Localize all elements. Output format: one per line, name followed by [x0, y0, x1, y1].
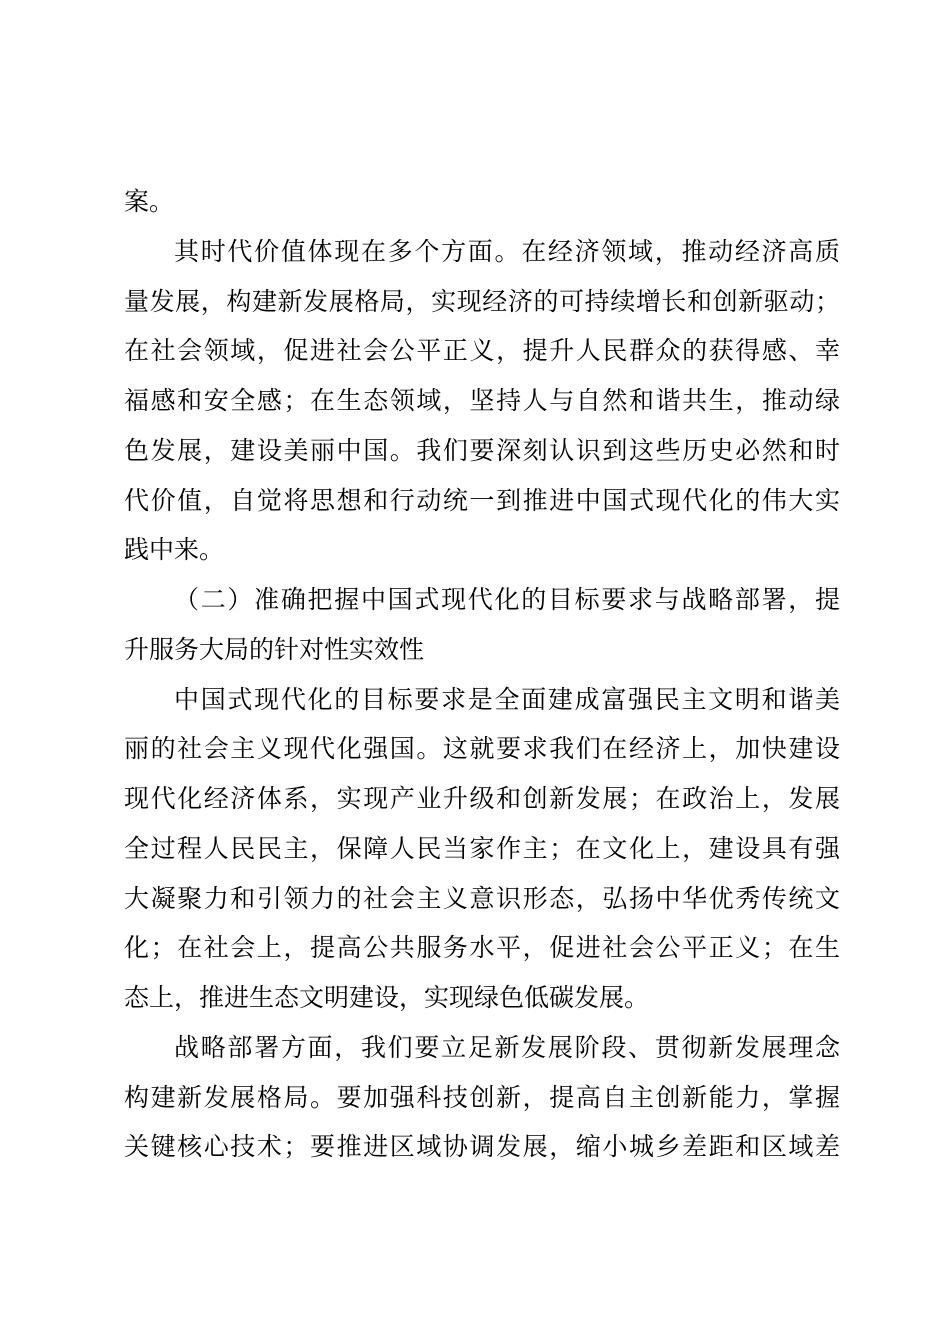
text-line: 丽的社会主义现代化强国。这就要求我们在经济上，加快建设: [124, 735, 840, 764]
text-line: 践中来。: [124, 536, 225, 565]
text-line: 代价值，自觉将思想和行动统一到推进中国式现代化的伟大实: [124, 486, 840, 515]
text-line: 大凝聚力和引领力的社会主义意识形态，弘扬中华优秀传统文: [124, 884, 840, 913]
text-line: 全过程人民民主，保障人民当家作主；在文化上，建设具有强: [124, 834, 840, 863]
text-line: 在社会领域，促进社会公平正义，提升人民群众的获得感、幸: [124, 337, 840, 366]
document-text-block: [124, 178, 840, 1173]
section-heading-line: 升服务大局的针对性实效性: [124, 635, 425, 664]
text-line: 态上，推进生态文明建设，实现绿色低碳发展。: [124, 984, 650, 1012]
text-line: 中国式现代化的目标要求是全面建成富强民主文明和谐美: [174, 685, 840, 714]
section-heading-line: （二）准确把握中国式现代化的目标要求与战略部署，提: [174, 586, 840, 614]
text-line: 其时代价值体现在多个方面。在经济领域，推动经济高质: [174, 237, 840, 266]
text-line: 关键核心技术；要推进区域协调发展，缩小城乡差距和区域差: [124, 1133, 840, 1162]
text-line: 化；在社会上，提高公共服务水平，促进社会公平正义；在生: [124, 934, 840, 963]
text-line: 福感和安全感；在生态领域，坚持人与自然和谐共生，推动绿: [124, 387, 840, 415]
text-line: 战略部署方面，我们要立足新发展阶段、贯彻新发展理念: [174, 1033, 840, 1062]
text-line: 案。: [124, 188, 175, 216]
text-line: 色发展，建设美丽中国。我们要深刻认识到这些历史必然和时: [124, 436, 840, 465]
text-line: 现代化经济体系，实现产业升级和创新发展；在政治上，发展: [124, 785, 840, 813]
text-line: 构建新发展格局。要加强科技创新，提高自主创新能力，掌握: [124, 1083, 840, 1112]
text-line: 量发展，构建新发展格局，实现经济的可持续增长和创新驱动；: [124, 287, 840, 316]
